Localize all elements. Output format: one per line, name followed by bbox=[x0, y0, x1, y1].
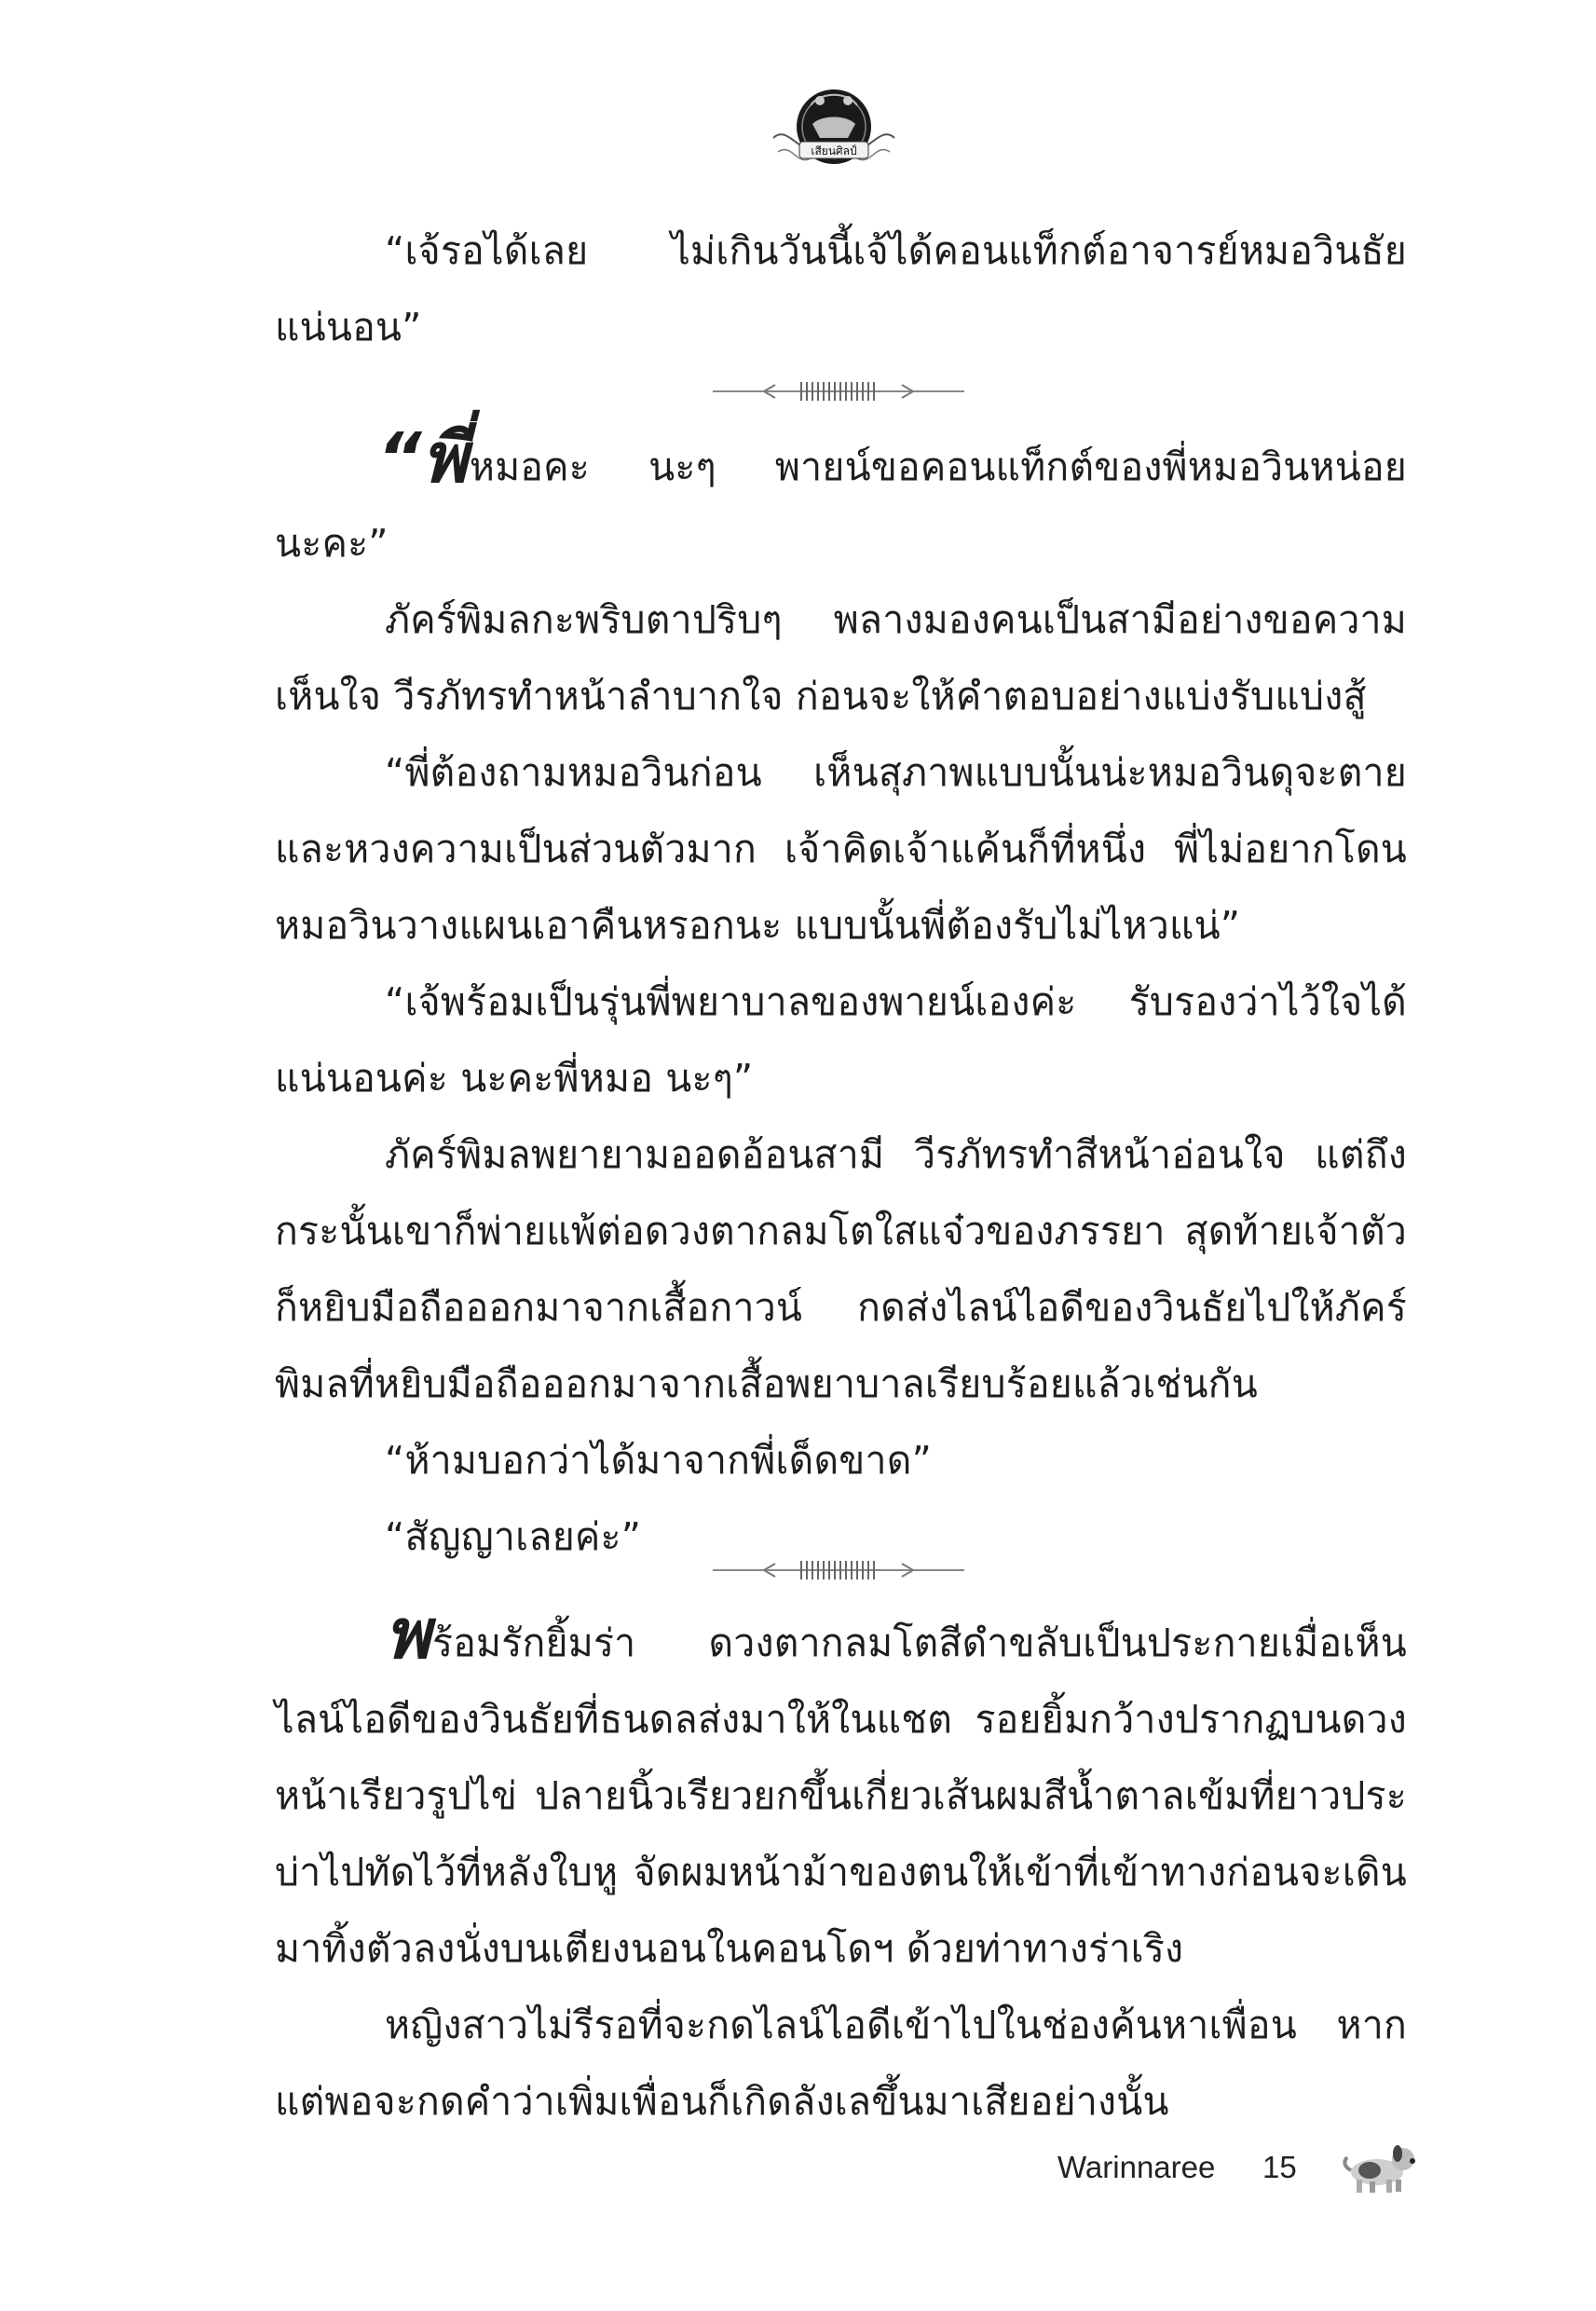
paragraph: “ห้ามบอกว่าได้มาจากพี่เด็ดขาด” bbox=[385, 1438, 933, 1483]
section-2 bbox=[275, 418, 1407, 1575]
paragraph: ภัคร์พิมลกะพริบตาปริบๆ พลางมองคนเป็นสามีอย่างขอความเห็นใจ วีรภัทรทำหน้าลำบากใจ ก่อนจะให้คำตอบอย่างแบ่งรับแบ่งสู้ bbox=[275, 597, 1407, 718]
paragraph: ภัคร์พิมลพยายามออดอ้อนสามี วีรภัทรทำสีหน้าอ่อนใจ แต่ถึงกระนั้นเขาก็พ่ายแพ้ต่อดวงตากลมโตใสแจ๋วของภรรยา สุดท้ายเจ้าตัวก็หยิบมือถือออกมาจากเสื้อกาวน์ กดส่งไลน์ไอดีของวินธัยไปให้ภัคร์พิมลที่หยิบมือถือออกมาจากเสื้อพยาบาลเรียบร้อยแล้วเช่นกัน bbox=[275, 1132, 1407, 1406]
paragraph-lead bbox=[275, 1594, 1407, 1987]
decorative-crest-icon bbox=[764, 73, 904, 175]
lead-text: หมอคะ นะๆ พายน์ขอคอนแท็กต์ของพี่หมอวินหน่อย นะคะ” bbox=[275, 444, 1407, 566]
paragraph-lead bbox=[275, 418, 1407, 581]
dog-icon bbox=[1342, 2139, 1421, 2196]
page-number: 15 bbox=[1262, 2150, 1297, 2184]
paragraph: “เจ้รอได้เลย ไม่เกินวันนี้เจ้ได้คอนแท็กต์อาจารย์หมอวินธัย แน่นอน” bbox=[275, 228, 1407, 349]
section-3 bbox=[275, 1594, 1407, 2140]
emblem-text: เสียนศิลป์ bbox=[811, 144, 857, 157]
page-footer bbox=[1034, 2139, 1435, 2204]
drop-cap: “พี่ bbox=[377, 418, 468, 499]
paragraph: หญิงสาวไม่รีรอที่จะกดไลน์ไอดีเข้าไปในช่องค้นหาเพื่อน หากแต่พอจะกดคำว่าเพิ่มเพื่อนก็เกิดลังเลขึ้นมาเสียอย่างนั้น bbox=[275, 2003, 1407, 2124]
ornamental-divider-icon bbox=[708, 377, 969, 405]
section-1 bbox=[275, 212, 1407, 365]
paragraph: “เจ้พร้อมเป็นรุ่นพี่พยาบาลของพายน์เองค่ะ รับรองว่าไว้ใจได้แน่นอนค่ะ นะคะพี่หมอ นะๆ” bbox=[275, 979, 1407, 1101]
drop-cap: พ bbox=[385, 1594, 430, 1675]
paragraph: “พี่ต้องถามหมอวินก่อน เห็นสุภาพแบบนั้นน่ะหมอวินดุจะตาย และหวงความเป็นส่วนตัวมาก เจ้าคิดเจ้าแค้นก็ที่หนึ่ง พี่ไม่อยากโดนหมอวินวางแผนเอาคืนหรอกนะ แบบนั้นพี่ต้องรับไม่ไหวแน่” bbox=[275, 750, 1407, 948]
paragraph: “สัญญาเลยค่ะ” bbox=[385, 1514, 642, 1559]
ornamental-divider-icon bbox=[708, 1556, 969, 1584]
lead-text: ร้อมรักยิ้มร่า ดวงตากลมโตสีดำขลับเป็นประกายเมื่อเห็นไลน์ไอดีของวินธัยที่ธนดลส่งมาให้ในแชต รอยยิ้มกว้างปรากฏบนดวงหน้าเรียวรูปไข่ ปลายนิ้วเรียวยกขึ้นเกี่ยวเส้นผมสีน้ำตาลเข้มที่ยาวประบ่าไปทัดไว้ที่หลังใบหู จัดผมหน้าม้าของตนให้เข้าที่เข้าทางก่อนจะเดินมาทิ้งตัวลงนั่งบนเตียงนอนในคอนโดฯ ด้วยท่าทางร่าเริง bbox=[275, 1620, 1407, 1971]
author-brand: Warinnaree bbox=[1057, 2150, 1216, 2184]
